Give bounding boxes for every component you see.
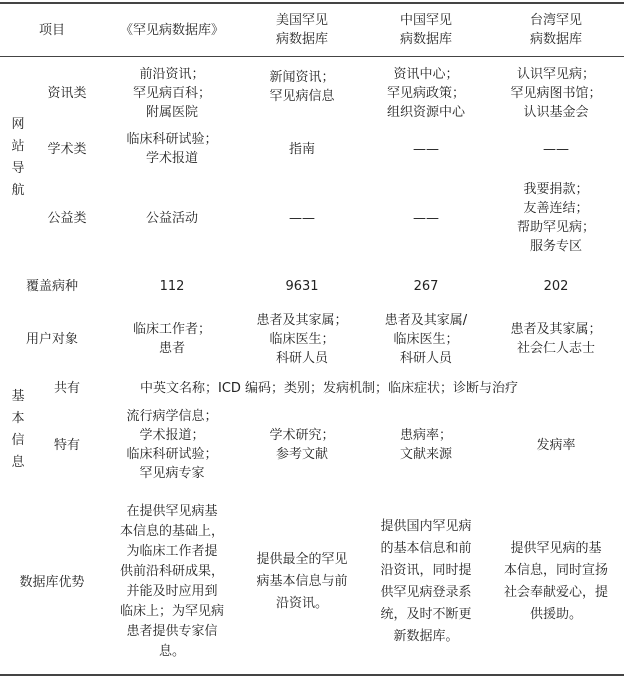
basic-common-text: 中英文名称；ICD 编码；类别；发病机制；临床症状；诊断与治疗 bbox=[140, 380, 519, 396]
advantage-rare: 在提供罕见病基 本信息的基础上， 为临床工作者提 供前沿科研成果， 并能及时应用到 临床上；为罕见病 患者提供专家信 息。 bbox=[119, 504, 224, 659]
nav-academic-label: 学术类 bbox=[47, 141, 87, 157]
users-rare: 临床工作者； 患者 bbox=[132, 322, 211, 356]
advantage-label: 数据库优势 bbox=[19, 574, 85, 590]
advantage-us: 提供最全的罕见 病基本信息与前 沿资讯。 bbox=[256, 552, 348, 611]
header-rare-db: 《罕见病数据库》 bbox=[119, 22, 224, 38]
header-item: 项目 bbox=[38, 22, 65, 38]
nav-welfare-rare: 公益活动 bbox=[145, 210, 198, 226]
nav-group-label: 网 站 导 航 bbox=[11, 117, 25, 198]
basic-specific-us: 学术研究； 参考文献 bbox=[269, 428, 335, 462]
basic-group-label: 基 本 信 息 bbox=[11, 389, 25, 470]
users-cn: 患者及其家属/ 临床医生； 科研人员 bbox=[384, 312, 468, 366]
nav-academic-rare: 临床科研试验； 学术报道 bbox=[126, 132, 218, 166]
nav-welfare-cn: —— bbox=[413, 210, 439, 226]
header-cn-db: 中国罕见 病数据库 bbox=[399, 13, 452, 47]
nav-info-cn: 资讯中心； 罕见病政策； 组织资源中心 bbox=[386, 66, 465, 120]
header-us-db: 美国罕见 病数据库 bbox=[275, 13, 328, 47]
nav-welfare-label: 公益类 bbox=[47, 210, 87, 226]
coverage-rare: 112 bbox=[159, 278, 185, 294]
users-label: 用户对象 bbox=[25, 331, 78, 347]
nav-welfare-tw: 我要捐款； 友善连结； 帮助罕见病； 服务专区 bbox=[516, 182, 595, 254]
coverage-cn: 267 bbox=[413, 278, 439, 294]
nav-welfare-us: —— bbox=[289, 210, 315, 226]
nav-academic-tw: —— bbox=[543, 141, 569, 157]
header-tw-db: 台湾罕见 病数据库 bbox=[529, 13, 582, 47]
bottom-rule bbox=[0, 674, 624, 676]
nav-info-label: 资讯类 bbox=[47, 85, 87, 101]
basic-specific-rare: 流行病学信息； 学术报道； 临床科研试验； 罕见病专家 bbox=[126, 409, 218, 481]
basic-specific-label: 特有 bbox=[53, 437, 80, 453]
users-us: 患者及其家属； 临床医生； 科研人员 bbox=[256, 312, 348, 366]
coverage-us: 9631 bbox=[285, 278, 319, 294]
nav-academic-cn: —— bbox=[413, 141, 439, 157]
coverage-tw: 202 bbox=[543, 278, 569, 294]
basic-specific-tw: 发病率 bbox=[536, 437, 576, 453]
basic-common-label: 共有 bbox=[53, 380, 80, 396]
basic-specific-cn: 患病率； 文献来源 bbox=[399, 428, 452, 462]
advantage-cn: 提供国内罕见病 的基本信息和前 沿资讯，同时提 供罕见病登录系 统，及时不断更 新数据库。 bbox=[380, 519, 472, 644]
nav-academic-us: 指南 bbox=[288, 141, 315, 157]
nav-info-us: 新闻资讯； 罕见病信息 bbox=[269, 70, 335, 104]
coverage-label: 覆盖病种 bbox=[25, 278, 78, 294]
header-rule bbox=[0, 56, 624, 57]
advantage-tw: 提供罕见病的基 本信息，同时宣扬 社会奉献爱心，提 供援助。 bbox=[503, 541, 608, 622]
users-tw: 患者及其家属； 社会仁人志士 bbox=[510, 322, 602, 356]
nav-info-rare: 前沿资讯； 罕见病百科； 附属医院 bbox=[132, 66, 211, 120]
nav-info-tw: 认识罕见病； 罕见病图书馆； 认识基金会 bbox=[510, 66, 602, 120]
